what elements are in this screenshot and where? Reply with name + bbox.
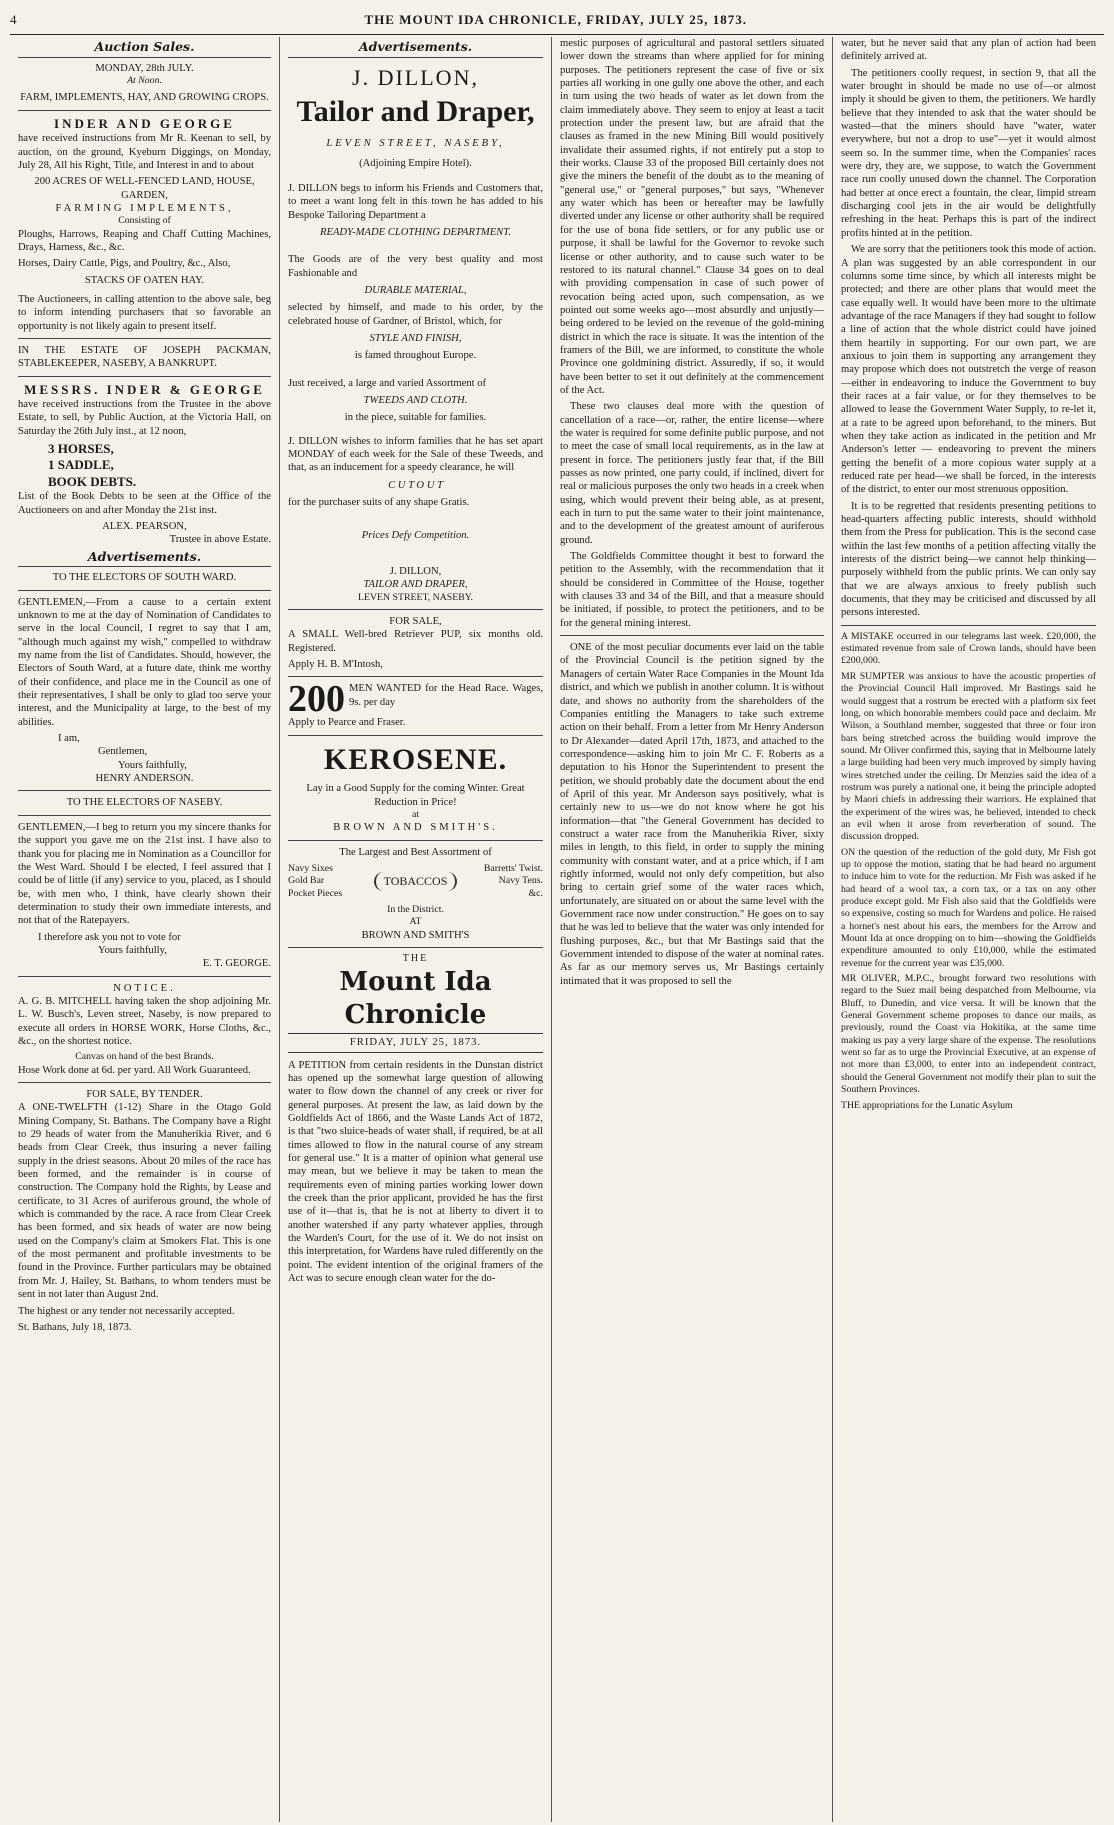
column-4 [833,37,1104,1822]
ready-made-line: READY-MADE CLOTHING DEPARTMENT. [320,226,511,238]
ad-body: have received instructions from Mr R. Keenan to sell, by auction, on the ground, Kyeburn Diggings, on Monday, July 28, All his Right, Title, and Interest in and to about [18,133,271,171]
men-apply: Apply to Pearce and Fraser. [288,717,406,729]
tweeds-line: TWEEDS AND CLOTH. [363,395,468,407]
purchaser-line: for the purchaser suits of any shape Gratis. [288,497,470,509]
lot-saddle: 1 SADDLE, [48,457,114,473]
sale-time: At Noon. [127,75,162,87]
editorial-paragraph: It is to be regretted that residents presenting petitions to head-quarters affecting public interests, should withhold them from the Press for publication. This is the second case within the last few months of a petition affecting vitally the interests of the district being—we cannot help thinking—purposely withheld from the public prints. We can only say that we are always anxious to freely publish such documents, that they may be criticised and discussed by all persons interested. [841,500,1096,619]
consisting-line: Consisting of [118,215,171,227]
at-line: at [411,809,420,821]
auctioneer-name: MESSRS. INDER & GEORGE [24,381,265,397]
at-line: AT [409,916,422,928]
tender-body: A ONE-TWELFTH (1-12) Share in the Otago Gold Mining Company, St. Bathans. The Company have a Right to 29 heads of water from the Manuherikia River, and 6 heads from Clear Creek, thus insuring a never failing supply in the driest seasons. About 20 miles of the race has been formed, and the remainder is in course of construction. The Company hold the Rights, by Lease and certificate, to 31 Acres of auriferous ground, the whole of which is commanded by the race. A race from Clear Creek has been formed, and six heads of water are now being used on the Company's claim at Smokers Flat. This is one of the most permanent and profitable investments to be found in the Province. Further particulars may be obtained from Mr. J. Hailey, St. Bathans, to whom tenders must be sent in not later than August 2nd. [18,1102,271,1301]
items-line: Ploughs, Harrows, Reaping and Chaff Cutting Machines, Drays, Harness, &c., &c. [18,228,271,253]
tender-date: St. Bathans, July 18, 1873. [18,1321,132,1333]
divider [18,338,271,339]
largest-line: The Largest and Best Assortment of [339,846,492,858]
in-district: In the District. [387,904,444,916]
news-paragraph: A MISTAKE occurred in our telegrams last week. £20,000, the estimated revenue from sale of Crown lands, should have been £200,000. [841,630,1096,667]
section-heading-auction: Auction Sales. [18,39,271,58]
editorial-paragraph: These two clauses deal more with the question of cancellation of a race—or, rather, the entire license—where the water is required for some definite public purpose, and not to meet the case of small local requirements, as in the law at present in force. The petitioners justly fear that, if the Bill passes as now printed, one party could, if inclined, divert for real or malicious purposes the only two heads in a creek when using, which would prevent their being able, as at present, each in turn to put the same water to their joint maintenance, and to the development of the greatest amount of auriferous ground. [560,401,824,546]
ad-body: have received instructions from the Trustee in the above Estate, to sell, by Public Auction, at the Victoria Hall, on Saturday the 26th July inst., at 12 noon, [18,399,271,437]
men-wanted: MEN WANTED for the Head Race. Wages, 9s. per day [349,683,543,708]
tobacco-right: Barretts' Twist. Navy Tens. &c. [483,863,543,899]
editorial-paragraph: A PETITION from certain residents in the Dunstan district has opened up the somewhat large question of allowing water to flow down the channel of any creek or river for general purposes. At present the law, as laid down by the Goldfields Act of 1866, and the Waste Lands Act of 1872, is that "two sluice-heads of water shall, if required, be at all times allowed to flow in the natural course of any stream for general use." It is a matter of opinion what general use may mean, but we believe it may be taken to mean the requirements even of mining parties working lower down the creek than the prior applicant, provided he has the first use of it—that is, that he is not at liberty to divert it to another watershed if any party whatever applies, through the Warden's Court, for the use of it. We do not insist on this interpretation, for Wardens have ruled differently on the point. The evident intention of the original framers of the Act was to secure enough clean water for the do- [288,1059,543,1285]
editorial-paragraph: The petitioners coolly request, in section 9, that all the water brought in should be made no use of—or almost imply it should be given to them, the petitioners. We hardly believe that they intended to ask that the water should be wasted—that the miners should have "water, water everywhere, but not a drop to use"—yet it would almost seem so. In the summer time, when the Companies' races were dry, they are, we suppose, to watch the Government race run coolly unused down the channel. The Corporation had better at once erect a fountain, the clear, limpid stream discharging cool jets in the air would be delightfully refreshing in the heat. Perhaps this is part of the indirect profits hinted at in the petition. [841,67,1096,239]
closing-line: Gentlemen, [98,746,148,758]
tobacco-left: Navy Sixes Gold Bar Pocket Pieces [288,863,343,899]
news-paragraph: MR SUMPTER was anxious to have the acoustic properties of the Provincial Council Hall improved. Mr Bastings said he would suggest that a rostrum be erected with a platform six feet long, on which honorable members could pace and declaim. Mr Wilson, a Southland member, suggested that three or four iron bars being stretched across the building would improve the sound. Mr Oliver confirmed this, saying that in Melbourne lately a large building had been very much improved by simply having wires stretched under the ceiling. Dr Menzies said the idea of a rostrum was purely a national one, it being the principle adopted by Maori chiefs in addressing their warriors. He explained that the experiment of the wires was, he believed, intended to check an evil when it arose from reverberation of sound. The discussion dropped. [841,670,1096,843]
divider [18,790,271,791]
electors-naseby-heading: TO THE ELECTORS OF NASEBY. [66,797,223,809]
style-line: STYLE AND FINISH, [369,333,462,345]
divider [18,110,271,111]
dateline: FRIDAY, JULY 25, 1873. [288,1033,543,1052]
section-heading-advertisements: Advertisements. [18,549,271,568]
mitchell-notice: A. G. B. MITCHELL having taken the shop adjoining Mr. L. W. Busch's, Leven street, Naseby, is now prepared to execute all orders in HORSE WORK, Horse Cloths, &c., &c., on the shortest notice. [18,995,271,1047]
divider [288,676,543,677]
sig-name: J. DILLON, [389,565,442,577]
selected-body: selected by himself, and made to his order, by the celebrated house of Gardner, of Bristol, which, for [288,302,543,327]
news-paragraph: MR OLIVER, M.P.C., brought forward two resolutions with regard to the Suez mail being despatched from Melbourne, via Bluff, to Dunedin, and vice versa. It will be known that the General Government scheme proposes to dance our mails, as previously, round the Coast via Hokitika, at the same time making us pay a very large share of the expense. The resolutions went so far as to urge the Provincial Executive, at an expense of not more than £3,000, to enter into an independent contract, should the General Government not modify their plan to suit the Southern Provinces. [841,973,1096,1096]
divider [288,947,543,948]
cut-out-line: C U T O U T [388,479,443,491]
anderson-letter: GENTLEMEN,—From a cause to a certain extent unknown to me at the day of Nomination of Candidates to serve in the local Council, I regret to say that I am, "although much against my wish," compelled to withdraw my name from the list of Candidates. Should, however, the Electors of South Ward, at a future date, think me worthy of their confidence, and place me in the Council as one of their representatives, I shall be only to glad too serve your interest, and the Municipality at large, to the best of my abilities. [18,596,271,728]
column-3 [552,37,833,1822]
retriever-ad: A SMALL Well-bred Retriever PUP, six months old. Registered. [288,629,543,654]
column-2 [280,37,552,1822]
implements-line: FARMING IMPLEMENTS, [55,202,234,214]
divider [288,609,543,610]
george-letter: GENTLEMEN,—I beg to return you my sincere thanks for the support you gave me on the 21st inst. I have also to thank you for placing me in Nomination as a Councillor for the West Ward. Should I be elected, I feel assured that I could be of little (if any) service to you, placed, as I should be, with men who, I think, have clearly shown their determination to study their own immediate interests, and not that of the Ratepayers. [18,821,271,927]
closing-line: Yours faithfully, [118,759,187,771]
divider [18,815,271,816]
dillon-adjoining: (Adjoining Empire Hotel). [359,157,472,169]
mitchell-work: Hose Work done at 6d. per yard. All Work Guaranteed. [18,1064,251,1076]
kerosene-body: Lay in a Good Supply for the coming Winter. Great Reduction in Price! [306,783,525,808]
trustee-title: Trustee in above Estate. [169,534,271,546]
men-number: 200 [288,682,345,717]
section-heading-advertisements: Advertisements. [288,39,543,58]
notice-heading: NOTICE. [113,982,176,994]
editorial-paragraph: The Goldfields Committee thought it best to forward the petition to the Assembly, with the recommendation that it should be considered in Committee of the House, together with clauses 33 and 34 of the Bill, and that a measure should be initiated, if possible, to protect the petitioners, and to be for the general mining interest. [560,551,824,629]
flag-the: THE [402,953,429,965]
book-debts-note: List of the Book Debts to be seen at the Office of the Auctioneers on and after Monday the 21st inst. [18,491,271,516]
tobacco-block [288,863,543,900]
news-paragraph: ON the question of the reduction of the gold duty, Mr Fish got up to oppose the motion, stating that he had heard no argument to induce him to vote for the reduction. Mr Fish was asked if he had heard of a wool tax, a corn tax, or a tax on any other produce except gold. Mr Fish also said that the Goldfields were so expensive, costing so much for Wardens and police. He raised a hornet's nest about his ears, the members for the Arrow and Mount Ida at once dropping on to him—showing the Goldfields expenditure amounted to only £10,000, while the estimated revenue for the current year was £35,000. [841,846,1096,969]
dillon-address: LEVEN STREET, NASEBY, [326,138,505,150]
page-number: 4 [10,12,18,27]
editorial-paragraph: water, but he never said that any plan of action had been definitely arrived at. [841,38,1096,63]
electors-south-heading: TO THE ELECTORS OF SOUTH WARD. [52,572,237,584]
closing-line: Yours faithfully, [98,944,167,956]
signature-name: E. T. GEORGE. [202,958,271,970]
divider [288,840,543,841]
page-header [10,6,1104,35]
kerosene-heading: KEROSENE. [323,742,508,776]
newspaper-flag: Mount Ida Chronicle [339,966,492,1030]
sale-date: MONDAY, 28th JULY. [95,62,194,74]
auctioneer-name: INDER AND GEORGE [54,115,235,131]
tender-note: The highest or any tender not necessarily accepted. [18,1305,235,1317]
mitchell-canvas: Canvas on hand of the best Brands. [75,1051,214,1063]
durable-line: DURABLE MATERIAL, [364,285,467,297]
auctioneers-note: The Auctioneers, in calling attention to the above sale, beg to inform intending purchasers that so favorable an opportunity is not likely again to present itself. [18,293,271,332]
for-sale-heading: FOR SALE, [389,615,442,627]
retriever-apply: Apply H. B. M'Intosh, [288,658,383,670]
estate-title: IN THE ESTATE OF JOSEPH PACKMAN, STABLEKEEPER, NASEBY, A BANKRUPT. [18,344,271,370]
goods-body: The Goods are of the very best quality and most Fashionable and [288,254,543,279]
piece-line: in the piece, suitable for families. [344,412,487,424]
divider [560,635,824,636]
divider [18,376,271,377]
sig-address: LEVEN STREET, NASEBY. [357,591,474,603]
divider [18,590,271,591]
divider [18,1082,271,1083]
brown-smith: BROWN AND SMITH'S. [333,822,498,834]
stacks-line: STACKS OF OATEN HAY. [84,274,205,286]
prices-line: Prices Defy Competition. [361,530,470,542]
divider [841,625,1096,626]
dillon-trade: Tailor and Draper, [296,95,535,129]
editorial-paragraph: mestic purposes of agricultural and pastoral settlers situated lower down the streams than where applied for for mining purposes. The petitioners represent the case of five or six parties all working in one gully one above the other, and each in turn using the two heads of water as let down from the claim immediately above. They seem to enjoy at least a tacit protection under the present law, but are afraid that the clauses as framed in the new Mining Bill would positively invalidate their assumed rights, if not entirely put a stop to their works. Clause 33 of the proposed Bill certainly does not give the miners the benefit of the doubt as to the meaning of "general use," or "general purposes," but says, "Whenever any water which has been or hereafter may be lawfully diverted under any license or other authority shall be required for the use of bona fide settlers, or for any public use or purpose, it shall be lawful for the Governor to revoke such license or other authority, and to cause such water to be restored to its natural channel." Clause 34 goes on to deal with providing compensation in case of such power of revocation being acted upon, such compensation, as we pointed out some weeks ago—most absurdly and unjustly—being ordered to be levied on the revenue of the gold-mining district in which the race is situate. It was the intention of the framers of the Bill, we are informed, to constitute the whole Province one goldmining district. Assuredly, if so, it would have been better to set it out definitely at the commencement of the Act. [560,38,824,396]
divider [288,735,543,736]
lot-book-debts: BOOK DEBTS. [48,473,137,489]
closing-line: I therefore ask you not to vote for [38,931,181,943]
wishes-body: J. DILLON wishes to inform families that he has set apart MONDAY of each week for the Sale of these Tweeds, and that, as an inducement for a speedy clearance, he will [288,435,543,474]
received-body: Just received, a large and varied Assortment of [288,377,487,389]
dillon-body: J. DILLON begs to inform his Friends and Customers that, to meet a want long felt in this town he has added to his Bespoke Tailoring Department a [288,182,543,221]
column-1 [10,37,280,1822]
divider [18,976,271,977]
closing-line: I am, [58,733,80,745]
trustee-name: ALEX. PEARSON, [102,520,187,532]
farm-title: FARM, IMPLEMENTS, HAY, AND GROWING CROPS. [20,92,269,104]
news-paragraph: THE appropriations for the Lunatic Asylum [841,1099,1013,1111]
famed-line: is famed throughout Europe. [354,350,477,362]
dillon-name: J. DILLON, [352,64,479,90]
editorial-paragraph: We are sorry that the petitioners took this mode of action. A plan was suggested by an able correspondent in our columns some time since, by which all interests might be protected; and there are other plans that would meet the case equally well. It would have been more to the ultimate advantage of the race Managers if they had sought to follow a line of action that the whole district could have joined them heartily in supporting. For our own part, we are anxious to join them in supporting any arrangement they may propose which does not outstretch the verge of reason—either in endeavoring to induce the Government to buy their races at a fair value, or for they themselves to be allowed to lease the Government Water Supply, to re-let it, at a rate to be agreed upon beforehand, to the miners. But when they take action as indicated in the petition and Mr Anderson's letter — endeavoring to prevent the miners getting the benefit of a more copious water supply at a reduced rate per head—we shall be forced, in the interests of the district, to enter our most strenuous opposition. [841,244,1096,496]
signature-name: HENRY ANDERSON. [95,773,194,785]
brown-smith: BROWN AND SMITH'S [361,929,470,941]
animals-line: Horses, Dairy Cattle, Pigs, and Poultry, &c., Also, [18,258,231,270]
lot-horses: 3 HORSES, [48,441,114,457]
tobacco-mid: TOBACCOS [374,872,458,891]
editorial-paragraph: ONE of the most peculiar documents ever laid on the table of the Provincial Council is the petition signed by the Managers of certain Water Race Companies in the Mount Ida district, and which we publish in another column. It is without date, and shows no authority from the shareholders of the Companies entitling the Managers to take such extreme action on their behalf. From a letter from Mr Henry Anderson to Dr Alexander—dated April 17th, 1873, and attached to the correspondence—asking him to join Mr C. F. Roberts as a deputation to his Honor the Superintendent to present the petition, we should probably date the document about the end of April of this year. Mr Anderson says positively, what is certainly new to us—we do not know where he got his information—that "the General Government has decided to construct a water race from the Manuherikia River, sixty miles in length, to this field, in order to supply the mining community with constant water, and at a price which, if I am rightly informed, would not only defy competition, but also bring to certain grief some of the water races which, unfortunately, are situated on or about the same level with the Government race now under construction." He goes on to say that he was led to believe that the water was only intended for flushing purposes, &c., but that Mr Bastings said that the Government intended to dispose of the water at nominal rates. As far as our memory serves us, Mr Bastings certainly intimated that it was proposed to sell the [560,642,824,987]
tender-heading: FOR SALE, BY TENDER. [86,1089,203,1100]
sig-trade: TAILOR AND DRAPER, [363,579,468,591]
acres-line: 200 ACRES OF WELL-FENCED LAND, HOUSE, GARDEN, [34,176,255,201]
running-title: THE MOUNT IDA CHRONICLE, FRIDAY, JULY 25, 1873. [364,12,748,27]
